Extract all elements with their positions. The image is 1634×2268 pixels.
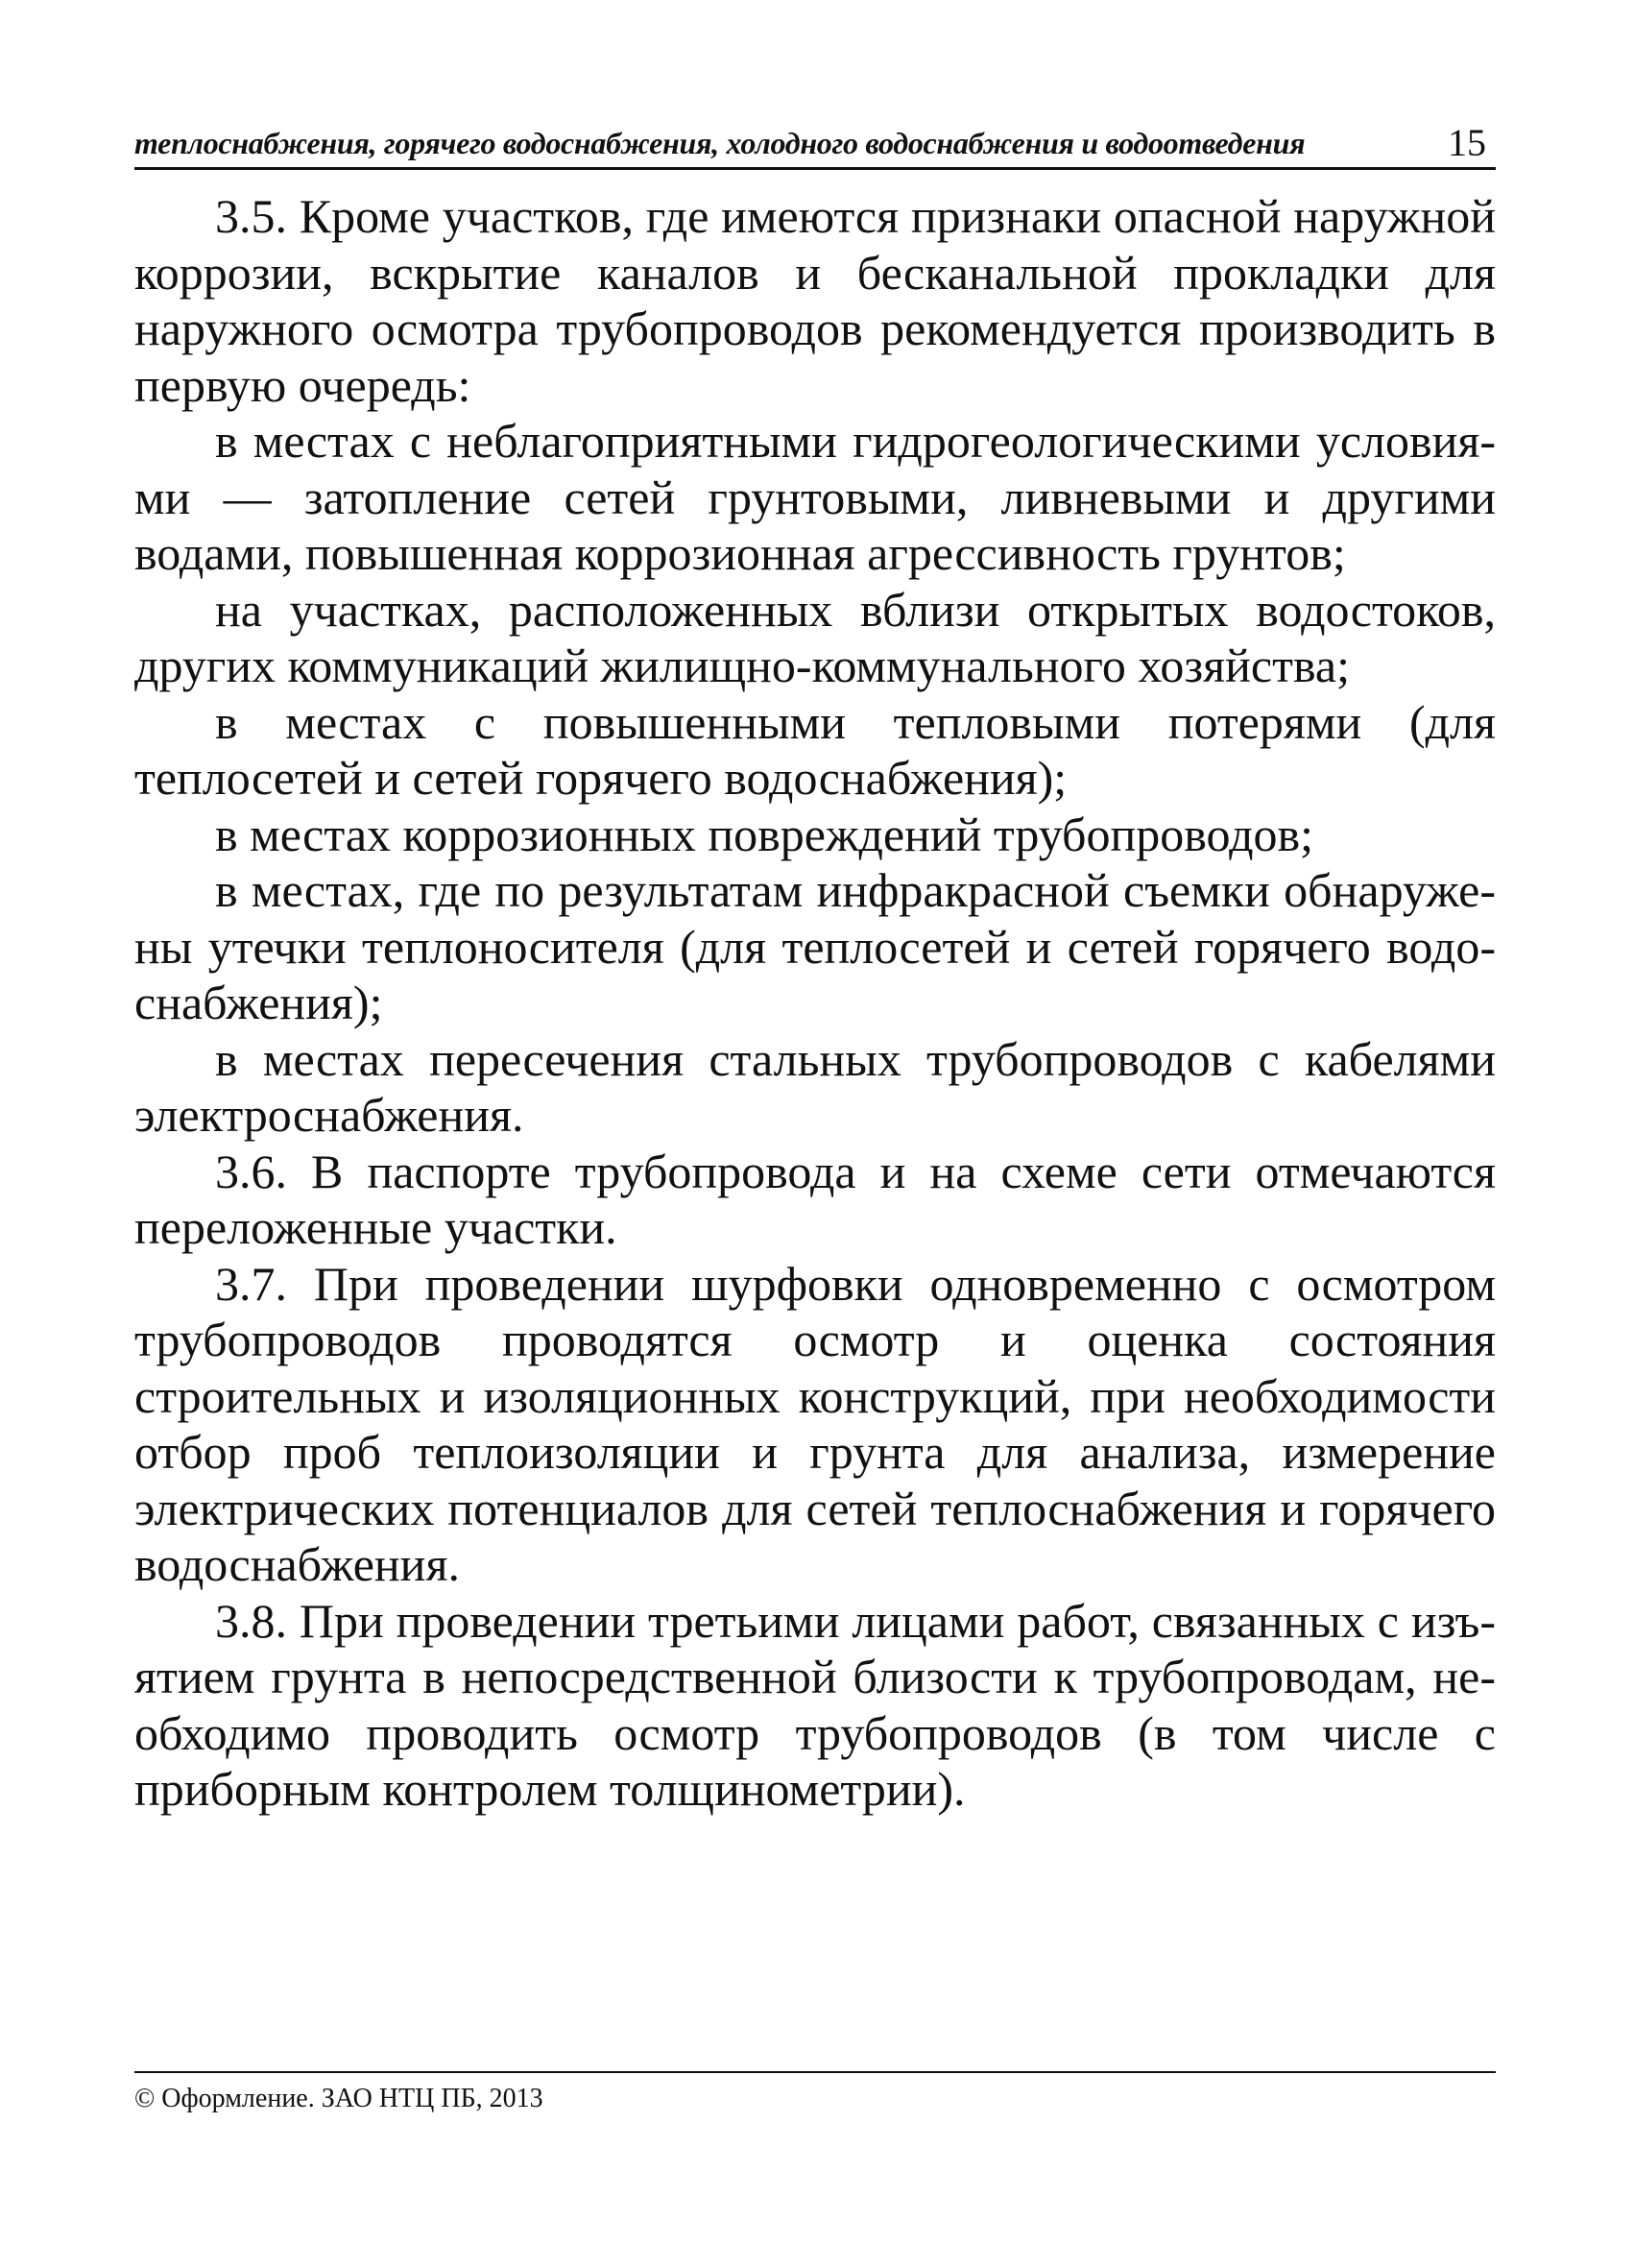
list-item-near-drains: на участках, расположенных вблизи открытых водостоков, других коммуникаций жилищно-коммунального хозяйства; <box>134 582 1496 692</box>
footer-divider <box>134 2071 1496 2073</box>
list-item-heat-losses: в местах с повышенными тепловыми потерями (для теплосетей и сетей горячего водоснабжения); <box>134 694 1496 805</box>
page-number: 15 <box>1448 121 1486 164</box>
paragraph-3-5: 3.5. Кроме участков, где имеются признаки опасной наружной коррозии, вскрытие каналов и бесканальной прокладки для наружного осмотра трубопроводов рекомендуется производить в первую очередь: <box>134 189 1496 412</box>
paragraph-3-6: 3.6. В паспорте трубопровода и на схеме сети отмечаются переложенные участки. <box>134 1144 1496 1254</box>
list-item-hydrogeological: в местах с неблагоприятными гидрогеологическими условиями — затопление сетей грунтовыми, ливневыми и другими водами, повышенная коррозионная агрессивность грунтов; <box>134 414 1496 580</box>
list-item-corrosion-damage: в местах коррозионных повреждений трубопроводов; <box>215 807 1314 861</box>
list-item-cable-crossings: в местах пересечения стальных трубопроводов с кабелями электроснабжения. <box>134 1031 1496 1142</box>
page-header <box>134 119 1496 170</box>
footer-copyright: © Оформление. ЗАО НТЦ ПБ, 2013 <box>134 2084 543 2113</box>
paragraph-3-7: 3.7. При проведении шурфовки одновременно с осмотром трубопроводов проводятся осмотр и оценка состояния строительных и изоляционных конструкций, при необходимости отбор проб теплоизоляции и грунта для анализа, измерение электрических потенциалов для сетей теплоснабжения и горячего водоснабжения. <box>134 1256 1496 1591</box>
list-item-infrared-survey: в местах, где по результатам инфракрасной съемки обнаружены утечки теплоносителя (для теплосетей и сетей горячего водоснабжения); <box>134 863 1496 1029</box>
paragraph-3-8: 3.8. При проведении третьими лицами работ, связанных с изъятием грунта в непосредственной близости к трубопроводам, необходимо проводить осмотр трубопроводов (в том числе с приборным контролем толщинометрии). <box>134 1593 1496 1816</box>
document-body <box>134 188 1496 1818</box>
running-title: теплоснабжения, горячего водоснабжения, холодного водоснабжения и водоотведения <box>134 126 1306 160</box>
